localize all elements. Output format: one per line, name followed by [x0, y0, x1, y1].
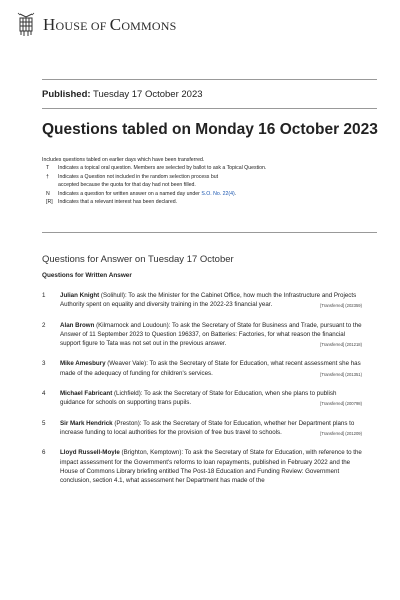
question-text: To ask the Secretary of State for Education, what recent assessment she has made of the adequacy of funding for children's services. — [60, 360, 361, 377]
question-number: 4 — [42, 390, 46, 398]
member-name: Lloyd Russell-Moyle — [60, 449, 120, 457]
published-line — [42, 89, 203, 100]
question-body — [60, 359, 362, 379]
legend-row-topical — [42, 164, 372, 173]
question-body — [60, 419, 362, 439]
standing-order-link[interactable]: S.O. No. 22(4) — [201, 190, 235, 197]
member-name: Alan Brown — [60, 321, 95, 329]
page-title: Questions tabled on Monday 16 October 2023 — [42, 121, 378, 138]
legend-symbol — [42, 181, 58, 190]
legend-row-dagger-cont — [42, 181, 372, 190]
constituency: (Solihull): — [99, 292, 127, 299]
question-text: To ask the Secretary of State for Business and Trade, pursuant to the Answer of 11 September 2023 to Question 196337, on Batteries: Factories, for what reason the financial support figure to Tata was not set out in the previous answer. — [60, 321, 362, 348]
constituency: (Kilmarnock and Loudoun): — [94, 321, 171, 329]
legend-row-dagger — [42, 173, 372, 182]
question-reference: [Transferred] (201218) — [320, 342, 362, 348]
question-item — [42, 359, 362, 379]
legend-symbol: † — [46, 173, 49, 180]
question-number: 6 — [42, 449, 46, 457]
question-number: 2 — [42, 321, 46, 329]
legend-text: accepted because the quota for that day had not been filled. — [58, 182, 196, 189]
question-text: To ask the Secretary of State for Education, whether her Department plans to increase funding to local authorities for the provision of free bus travel to schools. — [60, 419, 355, 436]
question-text: To ask the Minister for the Cabinet Office, how much the Infrastructure and Projects Authority spent on equality and diversity training in the 2022-23 financial year. — [60, 292, 357, 309]
legend-text: Indicates that a relevant interest has been declared. — [58, 199, 178, 206]
member-name: Julian Knight — [60, 292, 100, 299]
intro-text: Includes questions tabled on earlier days which have been transferred. — [42, 157, 205, 163]
question-body — [60, 389, 362, 409]
legend-row-interest — [42, 198, 372, 207]
house-of-commons-wordmark: HOUSE OF COMMONS — [43, 15, 177, 34]
question-item — [42, 389, 362, 409]
divider-top — [42, 79, 377, 80]
legend-text: Indicates a topical oral question. Members are selected by ballot to ask a Topical Question. — [58, 165, 267, 171]
published-date: Tuesday 17 October 2023 — [93, 89, 203, 100]
constituency: (Brighton, Kemptown): — [119, 449, 184, 457]
divider-below-legend — [42, 232, 377, 233]
published-label: Published: — [42, 89, 91, 100]
constituency: (Weaver Vale): — [105, 360, 148, 368]
questions-list — [42, 291, 362, 485]
question-item — [42, 321, 362, 350]
legend-text: Indicates a Question not included in the random selection process but — [58, 173, 219, 180]
question-text: To ask the Secretary of State for Education, with reference to the impact assessment for the Government's reforms to loan repayments, published in February 2022 and the House of Commons Library briefing entitled The Post-18 Education and Funding Review: Government conclusion, section 4.1, what assessment her Department has made of the — [60, 449, 362, 485]
question-reference: [Transferred] (201209) — [320, 430, 362, 436]
question-item — [42, 419, 362, 439]
divider-below-published — [42, 108, 377, 109]
question-number: 5 — [42, 419, 46, 427]
question-reference: [Transferred] (200798) — [320, 401, 362, 407]
legend-text: Indicates a question for written answer on a named day under S.O. No. 22(4). — [58, 190, 237, 197]
member-name: Mike Amesbury — [60, 360, 106, 368]
legend-row-named-day — [42, 190, 372, 199]
member-name: Sir Mark Hendrick — [60, 419, 113, 427]
legend — [42, 164, 372, 207]
member-name: Michael Fabricant — [60, 390, 113, 398]
question-body — [60, 291, 362, 311]
question-body — [60, 321, 362, 350]
section-heading: Questions for Answer on Tuesday 17 October — [42, 254, 234, 265]
question-reference: [Transferred] (201351) — [320, 371, 362, 377]
question-reference: [Transferred] (202359) — [320, 303, 362, 309]
question-body — [60, 448, 362, 485]
question-number: 3 — [42, 360, 46, 368]
question-item — [42, 291, 362, 311]
constituency: (Preston): — [112, 419, 142, 427]
legend-symbol: N — [46, 190, 50, 197]
legend-symbol: T — [46, 165, 50, 171]
page-header — [17, 12, 177, 38]
question-item — [42, 448, 362, 485]
portcullis-icon — [17, 12, 35, 38]
sub-heading: Questions for Written Answer — [42, 272, 132, 279]
question-text: To ask the Secretary of State for Education, when she plans to publish guidance for schools on supporting trans pupils. — [60, 390, 337, 407]
question-number: 1 — [42, 292, 46, 299]
legend-symbol: [R] — [46, 199, 53, 206]
constituency: (Lichfield): — [112, 390, 143, 398]
